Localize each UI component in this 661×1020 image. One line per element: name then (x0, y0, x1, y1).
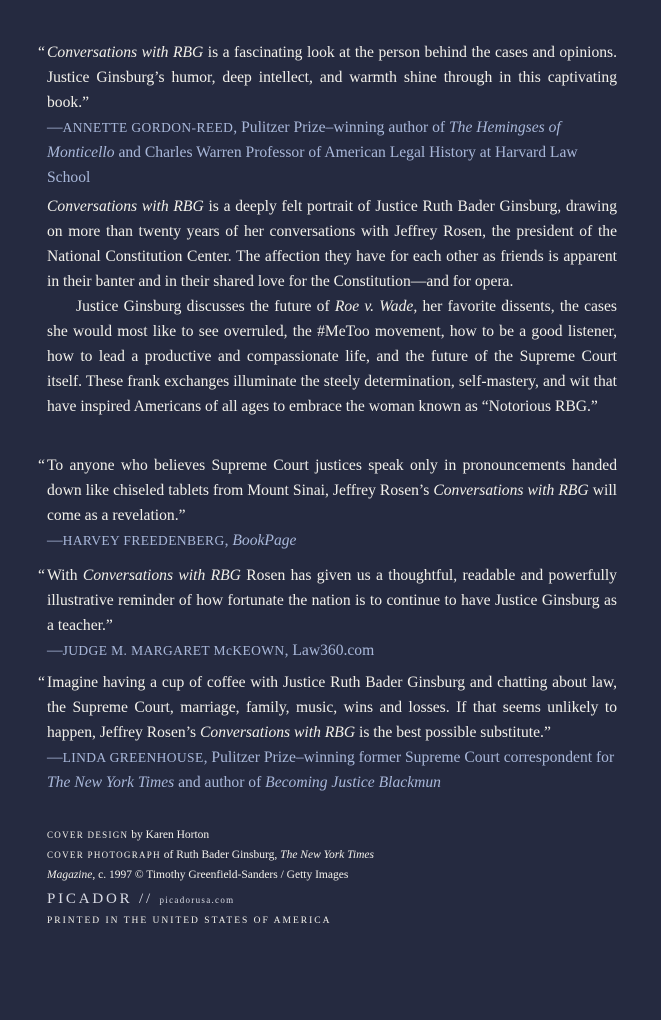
quote-block-freedenberg (38, 453, 617, 563)
quote-text: “ With Conversations with RBG Rosen has given us a thoughtful, readable and powerfully illustrative reminder of how fortunate the nation is to continue to have Justice Ginsburg as a teacher.” (38, 567, 617, 634)
printed-in-notice: PRINTED IN THE UNITED STATES OF AMERICA (47, 916, 332, 926)
quote-attribution: —JUDGE M. MARGARET McKEOWN, Law360.com (47, 642, 375, 659)
quote-text: “ Conversations with RBG is a fascinating look at the person behind the cases and opinions. Justice Ginsburg’s humor, deep intellect, and warmth shine through in this captivating book.” (38, 44, 618, 111)
quote-block-gordon-reed (38, 40, 618, 194)
cover-design-credit: COVER DESIGN by Karen Horton (47, 829, 210, 841)
quote-attribution: —ANNETTE GORDON-REED, Pulitzer Prize–winning author of The Hemingses of Monticello and Charles Warren Professor of American Legal History at Harvard Law School (47, 119, 578, 186)
cover-photo-credit: COVER PHOTOGRAPH of Ruth Bader Ginsburg, The New York Times Magazine, c. 1997 © Timothy Greenfield-Sanders / Getty Images (47, 849, 375, 881)
quote-text: “ Imagine having a cup of coffee with Justice Ruth Bader Ginsburg and chatting about law, the Supreme Court, marriage, family, music, wins and losses. If that seems unlikely to happen, Jeffrey Rosen’s Conversations with RBG is the best possible substitute.” (38, 674, 617, 741)
publisher-url[interactable]: picadorusa.com (159, 895, 235, 905)
quote-attribution: —HARVEY FREEDENBERG, BookPage (47, 532, 297, 549)
quote-block-greenhouse (38, 670, 617, 825)
quote-attribution: —LINDA GREENHOUSE, Pulitzer Prize–winning former Supreme Court correspondent for The New York Times and author of Becoming Justice Blackmun (47, 749, 615, 791)
quote-text: “ To anyone who believes Supreme Court justices speak only in pronouncements handed down like chiseled tablets from Mount Sinai, Jeffrey Rosen’s Conversations with RBG will come as a revelation.” (38, 457, 617, 524)
publisher-line: PICADOR // picadorusa.com (47, 891, 235, 907)
description-paragraph-2: Justice Ginsburg discusses the future of Roe v. Wade, her favorite dissents, the cases she would most like to see overruled, the #MeToo movement, how to be a good listener, how to lead a productive and compassionate life, and the future of the Supreme Court itself. These frank exchanges illuminate the steely determination, self-mastery, and wit that have inspired Americans of all ages to embrace the woman known as “Notorious RBG.” (47, 298, 617, 415)
publisher-logo: PICADOR (47, 891, 133, 907)
quote-block-mckeown (38, 563, 617, 670)
cover-credits (47, 825, 377, 926)
book-description (47, 194, 617, 453)
description-paragraph-1: Conversations with RBG is a deeply felt portrait of Justice Ruth Bader Ginsburg, drawing on more than twenty years of her conversations with Jeffrey Rosen, the president of the National Constitution Center. The affection they have for each other as friends is apparent in their banter and in their shared love for the Constitution—and for opera. (47, 198, 617, 290)
